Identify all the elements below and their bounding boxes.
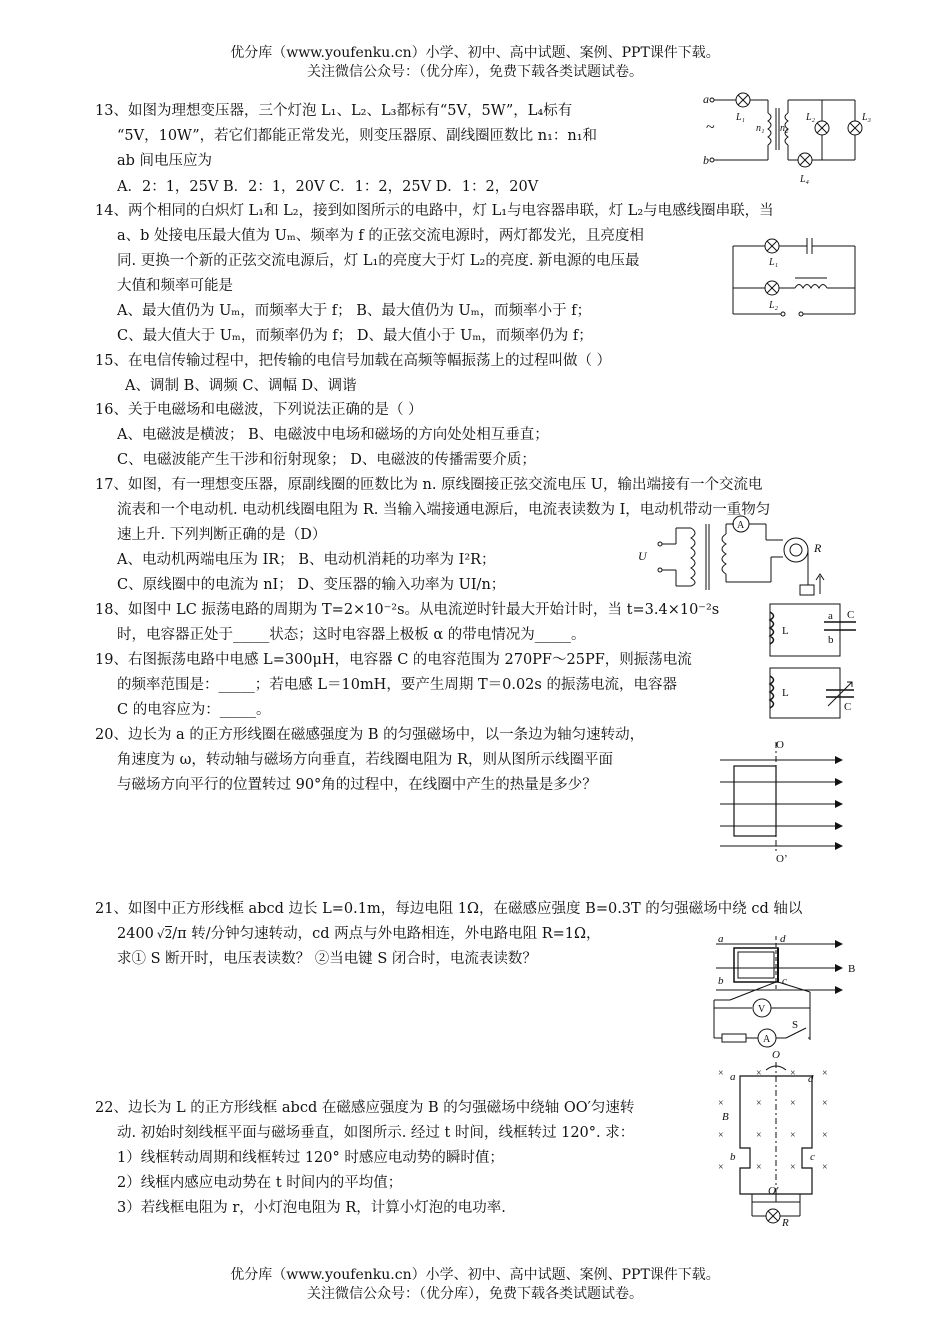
- svg-text:×: ×: [756, 1130, 762, 1141]
- svg-text:×: ×: [756, 1068, 762, 1079]
- f13-label-L2: L₂: [806, 112, 816, 123]
- f22-label-b: b: [730, 1151, 736, 1163]
- f22-label-O-prime: O′: [768, 1185, 779, 1197]
- q19-line-2: 的频率范围是：_____；若电感 L＝10mH，要产生周期 T＝0.02s 的振荡电流，电容器: [117, 677, 677, 693]
- q22-line-1: 22、边长为 L 的正方形线框 abcd 在磁感应强度为 B 的匀强磁场中绕轴 OO′匀速转: [95, 1100, 635, 1116]
- f22-label-a: a: [730, 1071, 736, 1083]
- f13-label-L1: L₁: [736, 112, 746, 123]
- f18-label-C: C: [847, 609, 855, 621]
- page-header: [0, 44, 950, 82]
- figure-q13-transformer: [700, 88, 880, 188]
- f21-label-b: b: [718, 975, 724, 987]
- q21-line-2-rest: /π 转/分钟匀速转动，cd 两点与外电路相连，外电路电阻 R=1Ω，: [172, 926, 601, 942]
- f13-label-n2: n₂: [780, 123, 789, 134]
- f21-label-d: d: [780, 933, 786, 945]
- q17-options-ab: A、电动机两端电压为 IR； B、电动机消耗的功率为 I²R；: [117, 552, 496, 568]
- footer-line-2: 关注微信公众号：（优分库），免费下载各类试题试卷。: [307, 1286, 643, 1302]
- svg-text:×: ×: [756, 1162, 762, 1173]
- f21-voltmeter-label: V: [758, 1004, 766, 1015]
- svg-text:×: ×: [790, 1098, 796, 1109]
- q21-sqrt-radicand: 2: [164, 927, 173, 941]
- q14-options-cd: C、最大值大于 Uₘ，而频率仍为 f； D、最大值小于 Uₘ，而频率仍为 f；: [117, 328, 593, 344]
- svg-text:×: ×: [822, 1098, 828, 1109]
- f22-label-B: B: [722, 1111, 729, 1123]
- f20-label-O-prime: O’: [776, 853, 788, 864]
- svg-text:×: ×: [822, 1162, 828, 1173]
- q19-line-3: C 的电容应为：_____。: [117, 702, 271, 718]
- f13-label-b: b: [703, 153, 709, 167]
- q22-line-2: 动. 初始时刻线框平面与磁场垂直，如图所示. 经过 t 时间，线框转过 120°. 求：: [117, 1125, 635, 1141]
- f22-label-c: c: [810, 1151, 815, 1163]
- f17-label-R: R: [814, 541, 822, 555]
- footer-line-1: 优分库（www.youfenku.cn）小学、初中、高中试题、案例、PPT课件下载。: [230, 1267, 720, 1283]
- f13-label-L4: L₄: [800, 174, 810, 185]
- f22-label-R: R: [782, 1217, 789, 1229]
- q14-line-4: 大值和频率可能是: [117, 278, 233, 294]
- svg-text:×: ×: [822, 1068, 828, 1079]
- q18-line-1: 18、如图中 LC 振荡电路的周期为 T=2×10⁻²s。从电流逆时针最大开始计时，当 t=3.4×10⁻²s: [95, 602, 720, 618]
- figure-q18-lc-circuit: [762, 598, 858, 662]
- q20-line-2: 角速度为 ω，转动轴与磁场方向垂直，若线圈电阻为 R，则从图所示线圈平面: [117, 752, 613, 768]
- f13-label-L3: L₃: [862, 112, 872, 123]
- q15-options: A、调制 B、调频 C、调幅 D、调谐: [125, 378, 357, 394]
- f17-ammeter-label: A: [737, 520, 745, 531]
- q22-line-5: 3）若线框电阻为 r，小灯泡电阻为 R，计算小灯泡的电功率.: [117, 1200, 506, 1216]
- q13-line-3: ab 间电压应为: [117, 153, 213, 169]
- svg-text:×: ×: [756, 1098, 762, 1109]
- svg-text:×: ×: [790, 1162, 796, 1173]
- f22-label-O: O: [772, 1049, 780, 1061]
- f19-label-L: L: [782, 687, 789, 699]
- f18-label-a: a: [828, 610, 833, 622]
- q17-line-1: 17、如图，有一理想变压器，原副线圈的匝数比为 n. 原线圈接正弦交流电压 U，输出端接有一个交流电: [95, 477, 763, 493]
- q22-line-3: 1）线框转动周期和线框转过 120° 时感应电动势的瞬时值；: [117, 1150, 504, 1166]
- q16-line-1: 16、关于电磁场和电磁波，下列说法正确的是（ ）: [95, 402, 423, 418]
- header-line-2: 关注微信公众号：（优分库），免费下载各类试题试卷。: [307, 64, 643, 80]
- f21-label-a: a: [718, 933, 724, 945]
- q21-line-2: [117, 923, 601, 945]
- f13-label-n1: n₁: [756, 123, 765, 134]
- q21-line-1: 21、如图中正方形线框 abcd 边长 L=0.1m，每边电阻 1Ω，在磁感应强度 B=0.3T 的匀强磁场中绕 cd 轴以: [95, 901, 803, 917]
- q17-line-2: 流表和一个电动机. 电动机线圈电阻为 R. 当输入端接通电源后，电流表读数为 I，电动机带动一重物匀: [117, 502, 771, 518]
- q17-options-cd: C、原线圈中的电流为 nI； D、变压器的输入功率为 UI/n；: [117, 577, 506, 593]
- figure-q14-circuit: [725, 228, 865, 323]
- q14-options-ab: A、最大值仍为 Uₘ，而频率大于 f； B、最大值仍为 Uₘ，而频率小于 f；: [117, 303, 592, 319]
- figure-q17-transformer-motor: [636, 512, 836, 598]
- svg-text:×: ×: [790, 1130, 796, 1141]
- f14-label-L1: L₁: [769, 257, 779, 268]
- q14-line-2: a、b 处接电压最大值为 Uₘ、频率为 f 的正弦交流电源时，两灯都发光，且亮度相: [117, 228, 644, 244]
- f21-label-c: c: [782, 975, 787, 987]
- q15-line-1: 15、在电信传输过程中，把传输的电信号加载在高频等幅振荡上的过程叫做（ ）: [95, 353, 612, 369]
- svg-text:×: ×: [718, 1162, 724, 1173]
- svg-text:×: ×: [718, 1130, 724, 1141]
- q20-line-1: 20、边长为 a 的正方形线圈在磁感强度为 B 的匀强磁场中，以一条边为轴匀速转动，: [95, 727, 645, 743]
- f18-label-L: L: [782, 625, 789, 637]
- q20-line-3: 与磁场方向平行的位置转过 90°角的过程中，在线圈中产生的热量是多少？: [117, 777, 597, 793]
- q14-line-1: 14、两个相同的白炽灯 L₁和 L₂，接到如图所示的电路中，灯 L₁与电容器串联，灯 L₂与电感线圈串联，当: [95, 203, 774, 219]
- svg-text:×: ×: [822, 1130, 828, 1141]
- figure-q22-rotating-frame: [712, 1044, 842, 1230]
- f14-label-L2: L₂: [769, 300, 779, 311]
- svg-text:×: ×: [790, 1068, 796, 1079]
- f21-ammeter-label: A: [763, 1034, 771, 1045]
- q21-sqrt-symbol: √2: [156, 927, 173, 941]
- q16-options-cd: C、电磁波能产生干涉和衍射现象； D、电磁波的传播需要介质；: [117, 452, 536, 468]
- q13-line-1: 13、如图为理想变压器，三个灯泡 L₁、L₂、L₃都标有“5V，5W”，L₄标有: [95, 103, 573, 119]
- f17-label-U: U: [638, 549, 647, 563]
- q22-line-4: 2）线框内感应电动势在 t 时间内的平均值；: [117, 1175, 403, 1191]
- q17-line-3: 速上升. 下列判断正确的是（D）: [117, 527, 327, 543]
- q19-line-1: 19、右图振荡电路中电感 L=300μH，电容器 C 的电容范围为 270PF～25PF，则振荡电流: [95, 652, 692, 668]
- f22-label-d: d: [808, 1073, 814, 1085]
- q21-speed-value: 2400: [117, 926, 154, 942]
- f20-label-O: O: [776, 739, 784, 751]
- f13-ac-source-icon: ~: [706, 119, 715, 136]
- q14-line-3: 同. 更换一个新的正弦交流电源后，灯 L₁的亮度大于灯 L₂的亮度. 新电源的电压最: [117, 253, 640, 269]
- q16-options-ab: A、电磁波是横波； B、电磁波中电场和磁场的方向处处相互垂直；: [117, 427, 549, 443]
- header-line-1: 优分库（www.youfenku.cn）小学、初中、高中试题、案例、PPT课件下载。: [230, 45, 720, 61]
- f18-label-b: b: [828, 634, 834, 646]
- f13-label-a: a: [703, 92, 709, 106]
- q21-line-3: 求① S 断开时，电压表读数？ ②当电键 S 闭合时，电流表读数？: [117, 951, 537, 967]
- q18-line-2: 时，电容器正处于_____状态；这时电容器上极板 α 的带电情况为_____。: [117, 627, 586, 643]
- figure-q20-rotating-coil: [712, 734, 852, 864]
- page-footer: [0, 1266, 950, 1304]
- f21-label-B: B: [848, 963, 856, 975]
- q13-options: A．2：1，25V B．2：1，20V C．1：2，25V D．1：2，20V: [117, 179, 539, 195]
- f19-label-C: C: [844, 701, 852, 713]
- f21-switch-label: S: [792, 1019, 799, 1031]
- svg-text:×: ×: [718, 1098, 724, 1109]
- svg-text:×: ×: [718, 1068, 724, 1079]
- q13-line-2: “5V，10W”，若它们都能正常发光，则变压器原、副线圈匝数比 n₁：n₁和: [117, 128, 598, 144]
- figure-q19-lc-variable: [762, 664, 858, 724]
